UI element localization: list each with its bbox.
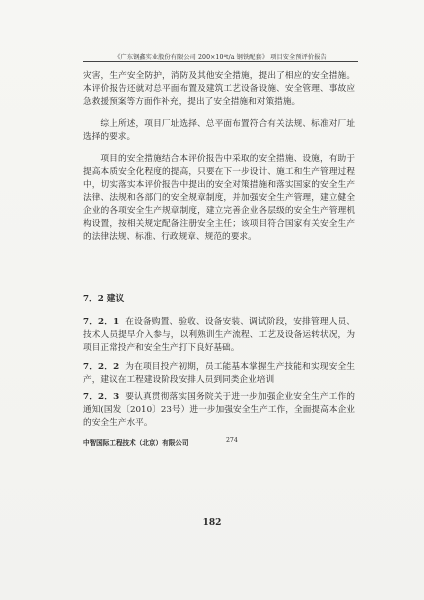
recommendation-item (83, 391, 355, 430)
recommendation-text: 为在项目投产初期，员工能基本掌握生产技能和实现安全生产，建议在工程建设阶段安排人员到同类企业培训 (83, 362, 355, 385)
footer-company: 中智国际工程技术（北京）有限公司 (83, 439, 189, 447)
recommendation-text: 要认真贯彻落实国务院关于进一步加强企业安全生产工作的通知(国发〔2010〕23号）进一步加强安全生产工作，全面提高本企业的安全生产水平。 (83, 392, 355, 428)
recommendation-number: 7．2．1 (83, 317, 120, 327)
recommendation-item (83, 316, 355, 355)
paragraph-summary: 综上所述，项目厂址选择、总平面布置符合有关法规、标准对厂址选择的要求。 (83, 119, 355, 142)
section-heading: 7．2 建议 (83, 294, 125, 304)
paragraph-conclusion: 项目的安全措施结合本评价报告中采取的安全措施、设施，有助于提高本质安全化程度的提高，只要在下一步设计、施工和生产管理过程中，切实落实本评价报告中提出的安全对策措施和落实国家的安全生产法律、法规和各部门的安全规章制度，并加强安全生产管理，建立健全企业的各项安全生产规章制度，建立完善企业各层级的安全生产管理机构设置，按相关规定配备注册安全主任；该项目符合国家有关安全生产的法律法规、标准、行政规章、规范的要求。 (83, 154, 355, 242)
paragraph-safety-measures: 灾害，生产安全防护，消防及其他安全措施，提出了相应的安全措施。本评价报告还就对总平面布置及建筑工艺设备设施、安全管理、事故应急救援预案等方面作补充，提出了安全措施和对策措施。 (83, 71, 355, 107)
footer-page-number: 274 (226, 437, 238, 444)
header-rule (83, 61, 358, 62)
recommendation-number: 7．2．3 (83, 392, 120, 402)
recommendation-item (83, 361, 355, 387)
recommendation-number: 7．2．2 (83, 362, 120, 372)
page-header: 《广东钢鑫实业股份有限公司 200×10⁴t/a 钢铁配套》 项目安全预评价报告 (114, 54, 327, 61)
recommendation-text: 在设备购置、验收、设备安装、调试阶段，安排管理人员、技术人员提早介入参与，以利熟训生产流程、工艺及设备运转状况，为项目正常投产和安全生产打下良好基础。 (83, 317, 355, 353)
scan-page-number: 182 (202, 518, 222, 528)
